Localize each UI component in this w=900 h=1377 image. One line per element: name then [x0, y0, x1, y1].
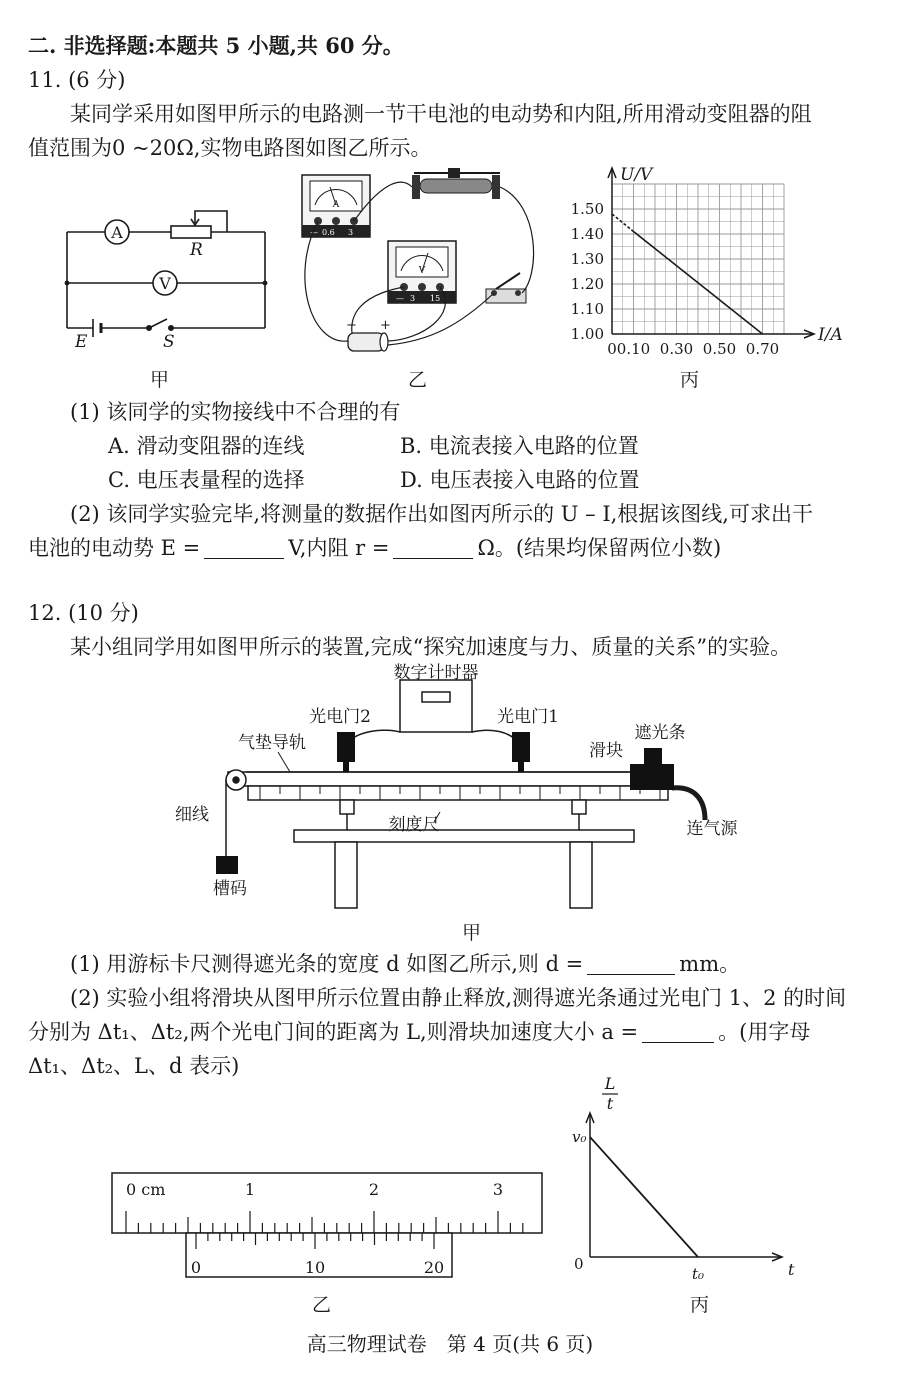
shade-label: 遮光条	[634, 723, 686, 743]
main-scale-label: 0 cm	[126, 1180, 166, 1199]
x-axis-label: t	[788, 1260, 795, 1279]
q12-intro: 某小组同学用如图甲所示的装置,完成“探究加速度与力、质量的关系”的实验。	[70, 635, 792, 659]
y-tick-label: 1.20	[570, 275, 604, 293]
y-tick-label: 1.50	[570, 200, 604, 218]
q11-intro-1: 某同学采用如图甲所示的电路测一节干电池的电动势和内阻,所用滑动变阻器的阻	[70, 102, 812, 126]
thread-label: 细线	[175, 805, 209, 825]
q11-sub2-a: 电池的电动势 E =	[28, 536, 201, 560]
vernier-scale-label: 20	[423, 1258, 445, 1277]
ammeter-terminal-neg: —	[310, 228, 318, 237]
page-footer: 高三物理试卷 第 4 页(共 6 页)	[306, 1332, 594, 1356]
main-scale-label: 3	[492, 1180, 504, 1199]
main-scale-label: 1	[244, 1180, 256, 1199]
rheostat-device	[412, 168, 500, 199]
switch-device	[486, 273, 526, 303]
gate2-label: 光电门2	[309, 707, 371, 727]
q11-fig-jia-caption: 甲	[150, 369, 170, 391]
q11-circuit-diagram	[55, 195, 285, 352]
q11-fig-yi-caption: 乙	[408, 369, 428, 391]
q11-sub1: (1) 该同学的实物接线中不合理的有	[70, 400, 401, 424]
y-tick-label: 1.10	[570, 300, 604, 318]
ammeter-terminal-3: 3	[348, 228, 354, 237]
ammeter-symbol: A	[111, 223, 123, 242]
q12-sub1-b: mm。	[679, 952, 741, 976]
x-axis-label: I/A	[818, 325, 843, 345]
switch-label: S	[163, 332, 175, 352]
battery-minus: −	[346, 318, 357, 333]
x-tick-label: 0.10	[616, 340, 651, 358]
q11-option-b: B. 电流表接入电路的位置	[400, 434, 639, 458]
chart-grid	[612, 184, 784, 334]
q12-fig-jia-caption: 甲	[462, 922, 482, 944]
q11-option-d: D. 电压表接入电路的位置	[400, 468, 640, 492]
y-intercept-label: v₀	[572, 1128, 587, 1146]
x-tick-label: 0.50	[702, 340, 737, 358]
voltmeter-terminal-3: 3	[410, 294, 416, 303]
q12-vernier-caliper	[110, 1165, 550, 1280]
main-scale-label: 2	[368, 1180, 380, 1199]
q11-sub2-c: Ω。(结果均保留两位小数)	[477, 536, 722, 560]
ammeter-device	[302, 175, 370, 237]
q12-sub2-line1: (2) 实验小组将滑块从图甲所示位置由静止释放,测得遮光条通过光电门 1、2 的时间	[70, 986, 847, 1010]
q12-lt-graph	[560, 1075, 810, 1285]
answer-blank-e[interactable]	[204, 538, 284, 559]
x-tick-label: 0.30	[659, 340, 694, 358]
q12-fig-yi-caption: 乙	[312, 1294, 332, 1316]
voltmeter-face-letter: V	[418, 266, 426, 276]
x-tick-label: 0.70	[745, 340, 780, 358]
ammeter-terminal-06: 0.6	[322, 228, 335, 237]
gate1-label: 光电门1	[497, 707, 559, 727]
answer-blank-a[interactable]	[642, 1022, 714, 1043]
q12-airtrack-apparatus	[160, 660, 760, 925]
battery-plus: +	[380, 318, 391, 333]
q11-ui-chart	[560, 160, 850, 365]
q11-option-a: A. 滑动变阻器的连线	[108, 434, 305, 458]
track-label: 气垫导轨	[238, 733, 306, 753]
answer-blank-d[interactable]	[587, 954, 675, 975]
origin-label: 0	[574, 1255, 584, 1273]
q11-option-c: C. 电压表量程的选择	[108, 468, 305, 492]
q12-sub2-line3: Δt₁、Δt₂、L、d 表示)	[28, 1054, 240, 1078]
scale-label: 刻度尺	[388, 815, 440, 835]
timer-label: 数字计时器	[393, 663, 479, 683]
y-axis-label: U/V	[620, 165, 653, 185]
q11-fig-bing-caption: 丙	[680, 369, 700, 391]
voltmeter-terminal-15: 15	[430, 294, 441, 303]
x-intercept-label: t₀	[691, 1265, 705, 1283]
air-source-label: 连气源	[686, 819, 738, 839]
q11-number: 11. (6 分)	[28, 68, 126, 92]
y-tick-label: 1.00	[570, 325, 604, 343]
rheostat-label: R	[190, 240, 203, 260]
ammeter-face-letter: A	[332, 200, 340, 210]
x-tick-label: 0	[607, 340, 617, 358]
y-label-den: t	[606, 1094, 614, 1113]
q12-sub1	[28, 948, 876, 980]
answer-blank-r[interactable]	[393, 538, 473, 559]
q12-fig-bing-caption: 丙	[690, 1294, 710, 1316]
y-label-num: L	[604, 1074, 616, 1093]
slider-label: 滑块	[589, 741, 623, 761]
q11-intro-2: 值范围为0 ~20Ω,实物电路图如图乙所示。	[28, 136, 432, 160]
voltmeter-device	[388, 241, 456, 303]
weight-label: 槽码	[213, 879, 247, 899]
q12-sub2-line2	[28, 1016, 876, 1048]
chart-axes	[608, 165, 843, 345]
y-tick-label: 1.30	[570, 250, 604, 268]
q11-sub2-b: V,内阻 r =	[288, 536, 390, 560]
q12-sub2-line2-b: 。(用字母	[718, 1020, 811, 1044]
battery-label: E	[75, 332, 88, 352]
voltmeter-symbol: V	[159, 274, 171, 293]
vernier-scale-label: 10	[304, 1258, 326, 1277]
vernier-scale-label: 0	[190, 1258, 202, 1277]
q11-sub2-line2	[28, 532, 876, 564]
q12-number: 12. (10 分)	[28, 601, 139, 625]
q11-physical-circuit	[290, 165, 550, 360]
section-heading: 二. 非选择题:本题共 5 小题,共 60 分。	[28, 33, 404, 58]
q12-sub2-line2-a: 分别为 Δt₁、Δt₂,两个光电门间的距离为 L,则滑块加速度大小 a =	[28, 1020, 639, 1044]
q11-sub2-line1: (2) 该同学实验完毕,将测量的数据作出如图丙所示的 U – I,根据该图线,可求出干	[70, 502, 813, 526]
voltmeter-terminal-neg: —	[396, 294, 404, 303]
q12-sub1-a: (1) 用游标卡尺测得遮光条的宽度 d 如图乙所示,则 d =	[70, 952, 584, 976]
y-tick-label: 1.40	[570, 225, 604, 243]
